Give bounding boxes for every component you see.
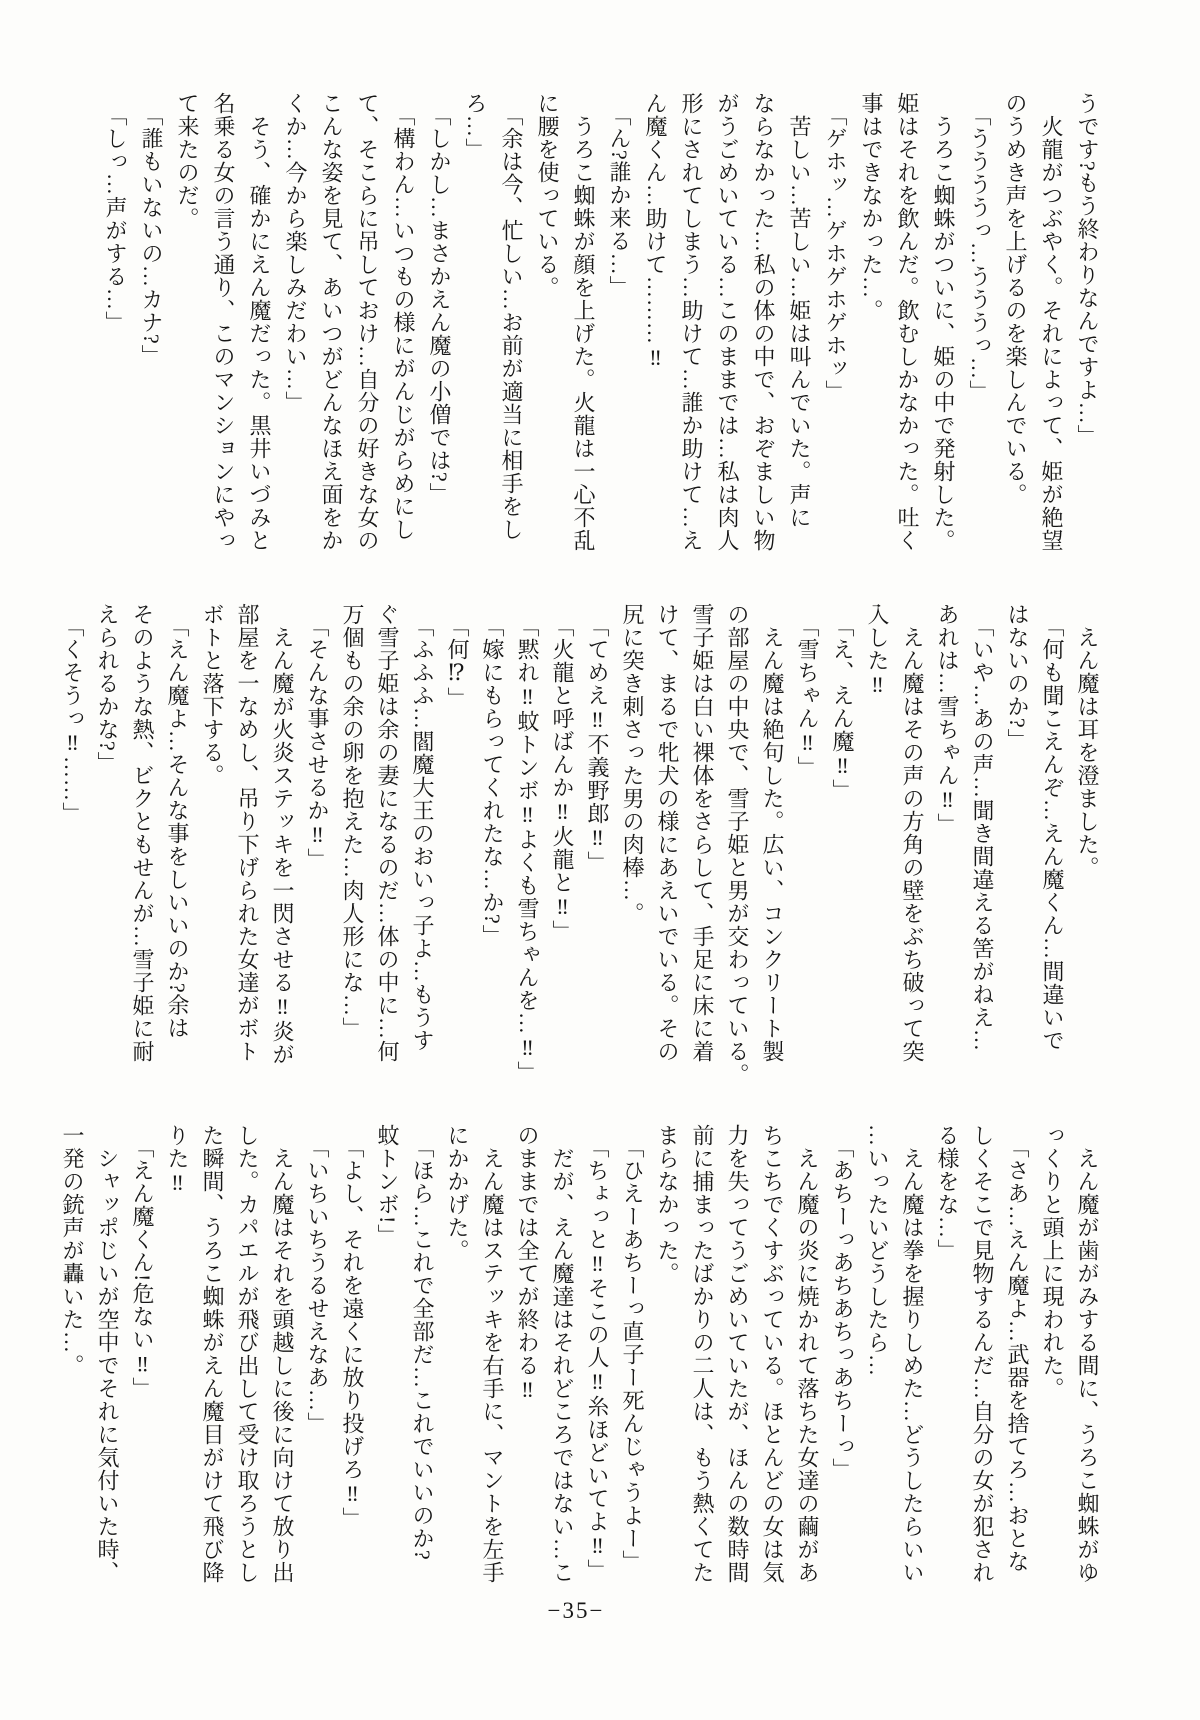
- text-column: うろこ蜘蛛がついに、姫の中で発射した。: [931, 92, 956, 552]
- text-column: シャッポじいが空中でそれに気付いた時、: [95, 1124, 120, 1584]
- text-column: 「ひえーあちーっ直子ー死んじゃうよー」: [620, 1124, 645, 1573]
- text-column: て来たのだ。: [175, 92, 200, 230]
- text-column: くか…今から楽しみだわい…」: [283, 92, 308, 414]
- text-column: けて、まるで牝犬の様にあえいでいる。その: [655, 603, 680, 1063]
- text-column: 力を失ってうごめいていたが、ほんの数時間: [725, 1124, 750, 1584]
- text-column: 「ほら…これで全部だ…これでいいのか?: [410, 1124, 435, 1561]
- text-column: こんな姿を見て、あいつがどんなほえ面をか: [319, 92, 344, 552]
- text-column: のままでは全てが終わる‼: [515, 1124, 540, 1403]
- text-column: えん魔は耳を澄ました。: [1075, 603, 1100, 879]
- text-column: 「誰もいないの…カナ?」: [139, 92, 164, 368]
- text-column: えん魔はその声の方角の壁をぶち破って突: [900, 603, 925, 1063]
- text-column: 「くそうっ‼……」: [60, 603, 85, 825]
- text-column: ぐ雪子姫は余の妻になるのだ…体の中に…何: [375, 603, 400, 1063]
- text-column: 「ゲホッ…ゲホゲホゲホッ」: [823, 92, 848, 403]
- text-column: うです?もう終わりなんですよ…」: [1075, 92, 1100, 448]
- text-column: がうごめいている…このままでは…私は肉人: [715, 92, 740, 552]
- text-column: えん魔が火炎ステッキを一閃させる‼炎が: [270, 603, 295, 1066]
- text-column: 「ううううっ…うううっ…」: [967, 92, 992, 403]
- text-column: 一発の銃声が轟いた…。: [60, 1124, 85, 1377]
- text-column: 「構わん…いつもの様にがんじがらめにし: [391, 92, 416, 541]
- page-number: −35−: [547, 1598, 605, 1623]
- text-column: の部屋の中央で、雪子姫と男が交わっている。: [725, 603, 750, 1086]
- text-column: のうめき声を上げるのを楽しんでいる。: [1003, 92, 1028, 506]
- text-column: っくりと頭上に現われた。: [1040, 1124, 1065, 1400]
- text-column: 苦しい…苦しい…姫は叫んでいた。声に: [787, 92, 812, 529]
- text-column: 「何⁉」: [445, 603, 470, 710]
- text-band-top: [97, 92, 1105, 600]
- text-column: 部屋を一なめし、吊り下げられた女達がボト: [235, 603, 260, 1063]
- text-column: 前に捕まったばかりの二人は、もう熱くてた: [690, 1124, 715, 1584]
- text-column: 「いちいちうるせえなあ…」: [305, 1124, 330, 1435]
- text-column: しくそこで見物するんだ…自分の女が犯され: [970, 1124, 995, 1584]
- text-column: 「嫁にもらってくれたな…か?」: [480, 603, 505, 948]
- text-column: えん魔はそれを頭越しに後に向けて放り出: [270, 1124, 295, 1584]
- text-column: 名乗る女の言う通り、このマンションにやっ: [211, 92, 236, 552]
- text-column: えん魔の炎に焼かれて落ちた女達の繭があ: [795, 1124, 820, 1584]
- text-column: だが、えん魔達はそれどころではない…こ: [550, 1124, 575, 1584]
- text-column: 「雪ちゃん‼」: [795, 603, 820, 779]
- text-column: 形にされてしまう…助けて…誰か助けて…え: [679, 92, 704, 552]
- text-column: 「えん魔くん!危ない‼」: [130, 1124, 155, 1401]
- text-column: 「ふふふ…閻魔大王のおいっ子よ…もうす: [410, 603, 435, 1052]
- text-column: ん魔くん…助けて………‼: [643, 92, 668, 371]
- text-column: 「ん?誰か来る…」: [607, 92, 632, 299]
- text-column: 「いや…あの声…聞き間違える筈がねえ…: [970, 603, 995, 1052]
- text-column: ちこちでくすぶっている。ほとんどの女は気: [760, 1124, 785, 1584]
- text-column: えられるかな?」: [95, 603, 120, 775]
- text-column: 「ちょっと‼そこの人‼糸ほどいてよ‼」: [585, 1124, 610, 1582]
- text-column: 「あちーっあちあちっあちーっ」: [830, 1124, 855, 1481]
- text-column: 火龍がつぶやく。それによって、姫が絶望: [1039, 92, 1064, 552]
- text-column: 「何も聞こえんぞ…えん魔くん…間違いで: [1040, 603, 1065, 1052]
- text-column: あれは…雪ちゃん‼」: [935, 603, 960, 836]
- text-column: ろ…」: [463, 92, 488, 161]
- text-column: まらなかった。: [655, 1124, 680, 1285]
- text-column: りた‼: [165, 1124, 190, 1196]
- text-column: ならなかった…私の体の中で、おぞましい物: [751, 92, 776, 552]
- text-column: うろこ蜘蛛が顔を上げた。火龍は一心不乱: [571, 92, 596, 552]
- text-column: はないのか?」: [1005, 603, 1030, 752]
- text-column: 「えん魔よ…そんな事をしいいのか?余は: [165, 603, 190, 1040]
- text-column: 尻に突き刺さった男の肉棒…。: [620, 603, 645, 925]
- text-column: 「黙れ‼蚊トンボ‼よくも雪ちゃんを…‼」: [515, 603, 540, 1084]
- text-column: えん魔はステッキを右手に、マントを左手: [480, 1124, 505, 1584]
- text-column: 姫はそれを飲んだ。飲むしかなかった。吐く: [895, 92, 920, 552]
- text-column: えん魔が歯がみする間に、うろこ蜘蛛がゆ: [1075, 1124, 1100, 1584]
- text-column: 「火龍と呼ばんか‼火龍と‼」: [550, 603, 575, 943]
- text-column: 「よし、それを遠くに放り投げろ‼」: [340, 1124, 365, 1530]
- text-column: ボトと落下する。: [200, 603, 225, 787]
- text-column: 蚊トンボ!」: [375, 1124, 400, 1248]
- text-band-middle: [55, 603, 1105, 1113]
- text-column: 「余は今、忙しい…お前が適当に相手をし: [499, 92, 524, 541]
- text-column: そのような熱、ビクともせんが…雪子姫に耐: [130, 603, 155, 1063]
- text-column: た瞬間、うろこ蜘蛛がえん魔目がけて飛び降: [200, 1124, 225, 1584]
- text-column: 「そんな事させるか‼」: [305, 603, 330, 871]
- text-column: に腰を使っている。: [535, 92, 560, 299]
- text-column: る様をな…」: [935, 1124, 960, 1262]
- text-column: 「しかし…まさかえん魔の小僧では?」: [427, 92, 452, 506]
- text-band-bottom: [55, 1124, 1105, 1634]
- text-column: 雪子姫は白い裸体をさらして、手足に床に着: [690, 603, 715, 1063]
- text-column: にかかげた。: [445, 1124, 470, 1262]
- text-column: て、そこらに吊しておけ…自分の好きな女の: [355, 92, 380, 552]
- text-column: 入した‼: [865, 603, 890, 698]
- text-column: 事はできなかった…。: [859, 92, 884, 322]
- text-column: 万個もの余の卵を抱えた…肉人形にな…」: [340, 603, 365, 1040]
- text-column: えん魔は絶句した。広い、コンクリート製: [760, 603, 785, 1063]
- text-column: 「さあ…えん魔よ…武器を捨てろ…おとな: [1005, 1124, 1030, 1573]
- text-column: 「てめえ‼不義野郎‼」: [585, 603, 610, 874]
- text-column: 「しっ…声がする…」: [103, 92, 128, 334]
- text-column: 「え、えん魔‼」: [830, 603, 855, 802]
- text-column: そう、確かにえん魔だった。黒井いづみと: [247, 92, 272, 552]
- text-column: …いったいどうしたら…: [865, 1124, 890, 1377]
- text-column: した。カパエルが飛び出して受け取ろうとし: [235, 1124, 260, 1584]
- text-column: えん魔は拳を握りしめた…どうしたらいい: [900, 1124, 925, 1584]
